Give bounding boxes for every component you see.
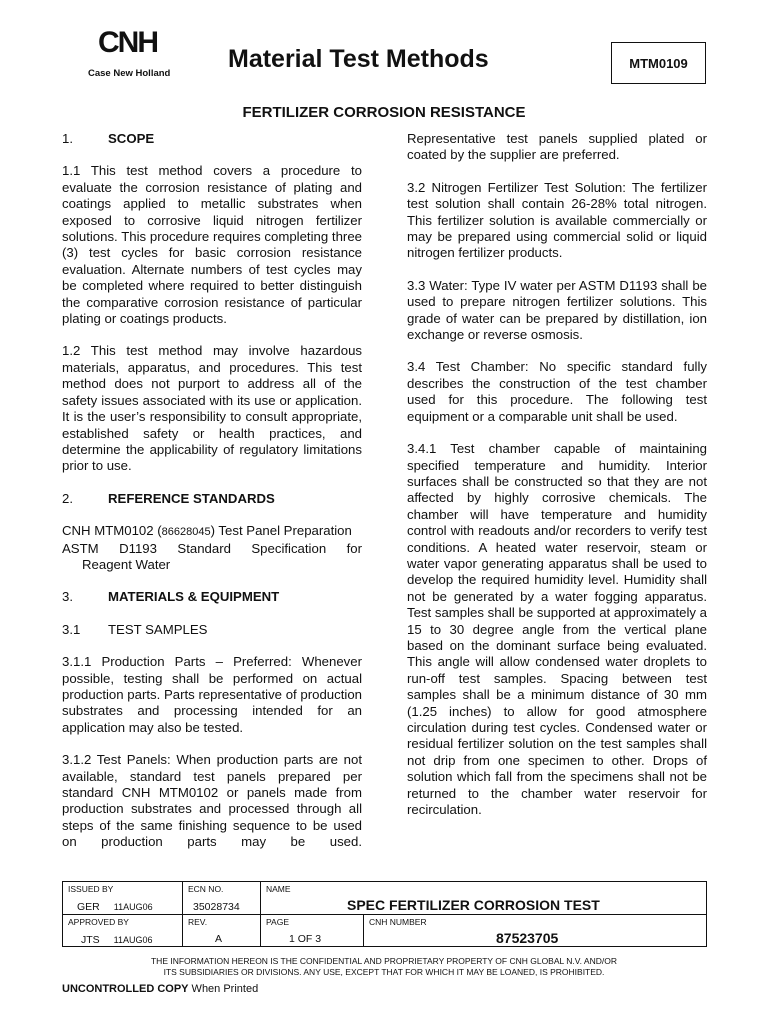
section-materials-heading <box>62 589 362 605</box>
reference-item: ASTM D1193 Standard Specification for <box>62 540 362 556</box>
issued-by-value <box>77 901 153 913</box>
approver: JTS <box>81 934 100 946</box>
cnh-logo <box>88 26 190 82</box>
paragraph-1-2: 1.2 This test method may involve hazardous materials, apparatus, and procedures. This test method does not purport to address all of the safety issues associated with its use or application. It is the user’s responsibility to consult appropriate, established safety or health practices, and determine the applicability of regulatory limitations prior to use. <box>62 343 362 474</box>
logo-mark: CNH <box>98 26 157 59</box>
rev-cell <box>183 915 261 947</box>
cell-label: ISSUED BY <box>68 884 114 894</box>
document-title: Material Test Methods <box>228 45 489 73</box>
notice-line: ITS SUBSIDIARIES OR DIVISIONS. ANY USE, EXCEPT THAT FOR WHICH IT MAY BE LOANED, IS PROHIBITED. <box>163 966 605 977</box>
issue-date: 11AUG06 <box>113 902 153 912</box>
paragraph-3-1-1: 3.1.1 Production Parts – Preferred: Whenever possible, testing shall be performed on actual production parts. Parts representative of production substrates and processing intended for an application may also be tested. <box>62 654 362 735</box>
paragraph-3-1-2: 3.1.2 Test Panels: When production parts are not available, standard test panels prepared per standard CNH MTM0102 or panels made from production substrates and processed through all steps of the same finishing sequence to be used on production parts may be used. <box>62 752 362 850</box>
paragraph-3-2: 3.2 Nitrogen Fertilizer Test Solution: The fertilizer test solution shall contain 26-28% total nitrogen. This fertilizer solution is available commercially or may be prepared using commercial solid or liquid nitrogen fertilizer products. <box>407 179 707 261</box>
reference-list <box>62 523 362 573</box>
section-scope-heading <box>62 131 362 147</box>
section-references-heading <box>62 491 362 507</box>
reference-item <box>62 523 362 540</box>
cnh-number-value: 87523705 <box>496 930 559 946</box>
notice-line: THE INFORMATION HEREON IS THE CONFIDENTIAL AND PROPRIETARY PROPERTY OF CNH GLOBAL N.V. AND/OR <box>150 956 617 966</box>
issuer: GER <box>77 901 100 913</box>
cell-label: ECN NO. <box>188 884 224 894</box>
cell-label: NAME <box>266 884 291 894</box>
issued-by-cell <box>63 882 183 915</box>
approved-by-cell <box>63 915 183 947</box>
reference-text: ) Test Panel Preparation <box>210 523 352 539</box>
reference-item-continued: Reagent Water <box>82 556 171 572</box>
cell-label: CNH NUMBER <box>369 917 427 927</box>
approved-by-value <box>81 934 153 946</box>
uncontrolled-text: When Printed <box>188 983 259 995</box>
section-number: 3. <box>62 589 73 605</box>
left-column <box>62 131 362 867</box>
section-title: MATERIALS & EQUIPMENT <box>108 589 280 605</box>
ecn-cell <box>183 882 261 915</box>
section-title: REFERENCE STANDARDS <box>108 490 275 506</box>
title-block <box>62 881 707 947</box>
paragraph-3-4: 3.4 Test Chamber: No specific standard fully describes the construction of the test chamber used for this procedure. The following test equipment or a comparable unit shall be used. <box>407 359 707 424</box>
uncontrolled-copy-note <box>62 983 258 995</box>
cell-label: APPROVED BY <box>68 917 129 927</box>
section-number: 2. <box>62 490 73 506</box>
subsection-title: TEST SAMPLES <box>108 621 208 637</box>
logo-company-name: Case New Holland <box>88 68 171 79</box>
paragraph-3-3: 3.3 Water: Type IV water per ASTM D1193 shall be used to prepare nitrogen fertilizer solutions. This grade of water can be prepared by distillation, ion exchange or reverse osmosis. <box>407 277 707 343</box>
cell-label: PAGE <box>266 917 289 927</box>
approval-date: 11AUG06 <box>113 935 153 945</box>
rev-value: A <box>215 933 223 945</box>
uncontrolled-label: UNCONTROLLED COPY <box>62 983 189 995</box>
page-cell <box>261 915 364 947</box>
paragraph-continued: Representative test panels supplied plated or coated by the supplier are preferred. <box>407 131 707 163</box>
subsection-number: 3.1 <box>62 621 81 637</box>
section-title: SCOPE <box>108 131 155 146</box>
ecn-value: 35028734 <box>193 901 240 913</box>
confidentiality-notice <box>0 956 768 977</box>
page-value: 1 OF 3 <box>289 933 322 945</box>
reference-code: 86628045 <box>161 526 211 539</box>
paragraph-1-1: 1.1 This test method covers a procedure to evaluate the corrosion resistance of plating and coatings applied to metallic substrates when exposed to corrosive liquid nitrogen fertilizer solutions. This procedure requires completing three (3) test cycles for basic corrosion resistance evaluation. Alternate numbers of test cycles may be completed where required to better distinguish the comparative corrosion resistance of particular plating or coatings products. <box>62 163 362 327</box>
paragraph-3-4-1: 3.4.1 Test chamber capable of maintaining specified temperature and humidity. Interior surfaces shall be constructed so that they are not affected by highly corrosive chemicals. The chamber will have temperature and humidity control with readouts and/or recorders to verify test conditions. A heated water reservoir, steam or water vapor generating apparatus shall be used to develop the required humidity level. Humidity shall not be generated by a water fogging apparatus. Test samples shall be supported at approximately a 15 to 30 degree angle from the vertical plane based on the dominant surface being evaluated. This angle will allow condensed water droplets to run-off test samples. Spacing between test samples shall be a minimum distance of 30 mm (1.25 inches) to allow for good atmosphere circulation during test cycles. Condensed water or residual fertilizer solution on the test samples shall not drip from one specimen to other. Drops of solution which fall from the specimens shall not be returned to the chamber water reservoir for recirculation. <box>407 441 707 818</box>
name-cell <box>261 882 707 915</box>
subsection-test-samples-heading <box>62 622 362 638</box>
reference-text: CNH MTM0102 ( <box>62 523 162 539</box>
spec-name: SPEC FERTILIZER CORROSION TEST <box>347 897 600 913</box>
cell-label: REV. <box>188 917 208 927</box>
right-column <box>407 131 707 834</box>
section-number: 1. <box>62 131 73 146</box>
document-subtitle: FERTILIZER CORROSION RESISTANCE <box>242 104 526 121</box>
cnh-number-cell <box>364 915 707 947</box>
document-id: MTM0109 <box>611 42 706 84</box>
